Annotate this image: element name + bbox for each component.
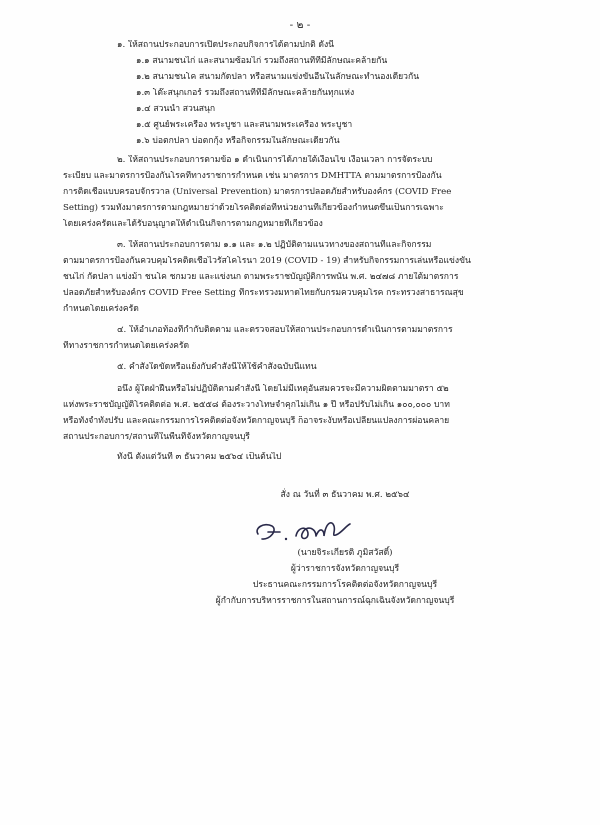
penalty-line-4: สถานประกอบการ/สถานที่ในพื้นที่จังหวัดกาญจนบุรี — [63, 432, 250, 442]
signer-name: (นายจิระเกียรติ ภูมิสวัสดิ์) — [297, 548, 393, 558]
section3-line-4: ปลอดภัยสำหรับองค์กร COVID Free Setting ที่กระทรวงมหาดไทยกับกรมควบคุมโรค กระทรวงสาธารณสุข — [63, 288, 464, 298]
signer-title-2: ประธานคณะกรรมการโรคติดต่อจังหวัดกาญจนบุรี — [252, 580, 438, 590]
section1-item-1: ๑.๑ สนามชนไก่ และสนามซ้อมไก่ รวมถึงสถานที่ที่มีลักษณะคล้ายกัน — [136, 56, 388, 66]
section2-line-4: Setting) รวมทั้งมาตรการตามกฎหมายว่าด้วยโรคติดต่อที่หน่วยงานที่เกี่ยวข้องกำหนดขึ้นเป็นการเฉพาะ — [63, 203, 444, 213]
signer-title-1: ผู้ว่าราชการจังหวัดกาญจนบุรี — [290, 564, 400, 574]
section4-line-2: ที่ทางราชการกำหนดโดยเคร่งครัด — [63, 341, 190, 351]
signer-title-3: ผู้กำกับการบริหารราชการในสถานการณ์ฉุกเฉินจังหวัดกาญจนบุรี — [215, 596, 455, 606]
section3-line-1: ๓. ให้สถานประกอบการตาม ๑.๑ และ ๑.๒ ปฏิบัติตามแนวทางของสถานที่และกิจกรรม — [117, 240, 432, 250]
penalty-line-3: หรือทั้งจำทั้งปรับ และคณะกรรมการโรคติดต่อจังหวัดกาญจนบุรี ก็อาจระงับหรือเปลี่ยนแปลงการผ่อนคลาย — [63, 416, 450, 426]
section1-item-2: ๑.๒ สนามชนโค สนามกัดปลา หรือสนามแข่งขันอื่นในลักษณะทำนองเดียวกัน — [136, 72, 420, 82]
ordered-date: สั่ง ณ วันที่ ๓ ธันวาคม พ.ศ. ๒๕๖๔ — [280, 490, 410, 500]
section1-intro: ๑. ให้สถานประกอบการเปิดประกอบกิจการได้ตามปกติ ดังนี้ — [117, 40, 335, 50]
section1-item-4: ๑.๔ สวนน้ำ สวนสนุก — [136, 104, 216, 114]
section5-line: ๕. คำสั่งใดขัดหรือแย้งกับคำสั่งนี้ให้ใช้คำสั่งฉบับนี้แทน — [117, 362, 317, 372]
penalty-line-2: แห่งพระราชบัญญัติโรคติดต่อ พ.ศ. ๒๕๕๘ ต้องระวางโทษจำคุกไม่เกิน ๑ ปี หรือปรับไม่เกิน ๑๐๐,๐๐๐ บาท — [63, 400, 450, 410]
effective-date: ทั้งนี้ ตั้งแต่วันที่ ๓ ธันวาคม ๒๕๖๔ เป็นต้นไป — [117, 452, 282, 462]
section3-line-3: ชนไก่ กัดปลา แข่งม้า ชนโค ชกมวย และแข่งนก ตามพระราชบัญญัติการพนัน พ.ศ. ๒๔๗๘ ภายใต้มาตรการ — [63, 272, 459, 282]
page-number: - ๒ - — [289, 19, 311, 31]
section1-item-6: ๑.๖ บ่อตกปลา บ่อตกกุ้ง หรือกิจกรรมในลักษณะเดียวกัน — [136, 136, 340, 146]
section1-item-3: ๑.๓ โต๊ะสนุกเกอร์ รวมถึงสถานที่ที่มีลักษณะคล้ายกันทุกแห่ง — [136, 88, 355, 98]
section1-item-5: ๑.๕ ศูนย์พระเครื่อง พระบูชา และสนามพระเครื่อง พระบูชา — [136, 120, 353, 130]
signature — [250, 512, 360, 552]
section4-line-1: ๔. ให้อำเภอท้องที่กำกับติดตาม และตรวจสอบให้สถานประกอบการดำเนินการตามมาตรการ — [117, 325, 453, 335]
section2-line-1: ๒. ให้สถานประกอบการตามข้อ ๑ ดำเนินการได้ภายใต้เงื่อนไข เงื่อนเวลา การจัดระบบ — [117, 155, 433, 165]
section2-line-2: ระเบียบ และมาตรการป้องกันโรคที่ทางราชการกำหนด เช่น มาตรการ DMHTTA ตามมาตรการป้องกัน — [63, 171, 442, 181]
penalty-line-1: อนึ่ง ผู้ใดฝ่าฝืนหรือไม่ปฏิบัติตามคำสั่งนี้ โดยไม่มีเหตุอันสมควรจะมีความผิดตามมาตรา ๕๒ — [117, 384, 449, 394]
section2-line-3: การติดเชื้อแบบครอบจักรวาล (Universal Prevention) มาตรการปลอดภัยสำหรับองค์กร (COVID Free — [63, 187, 452, 197]
section2-line-5: โดยเคร่งครัดและได้รับอนุญาตให้ดำเนินกิจการตามกฎหมายที่เกี่ยวข้อง — [63, 219, 323, 229]
section3-line-2: ตามมาตรการป้องกันควบคุมโรคติดเชื้อไวรัสโคโรนา 2019 (COVID - 19) สำหรับกิจกรรมการเล่นหรือแข่งขัน — [63, 256, 471, 266]
section3-line-5: กำหนดโดยเคร่งครัด — [63, 304, 139, 314]
